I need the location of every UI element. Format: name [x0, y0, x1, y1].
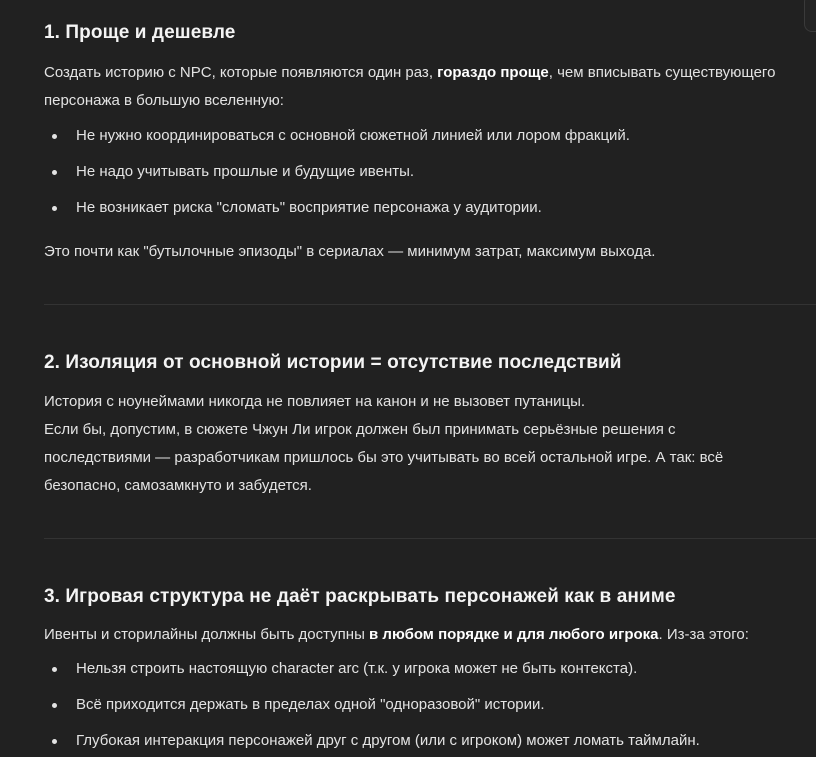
section-2-line-2: Если бы, допустим, в сюжете Чжун Ли игрок должен был принимать серьёзные решения с [44, 421, 676, 438]
scroll-corner-control[interactable] [804, 0, 816, 32]
section-divider [44, 304, 816, 305]
bullet-dot-icon [52, 134, 57, 139]
section-1-outro: Это почти как "бутылочные эпизоды" в сериалах — минимум затрат, максимум выхода. [44, 243, 656, 260]
section-1-intro-line2: персонажа в большую вселенную: [44, 92, 284, 109]
section-divider [44, 538, 816, 539]
section-2-line-1: История с ноунеймами никогда не повлияет на канон и не вызовет путаницы. [44, 393, 586, 410]
bullet-dot-icon [52, 739, 57, 744]
list-item: Нельзя строить настоящую character arc (т.к. у игрока может не быть контекста). [44, 655, 700, 683]
section-2-line-4: безопасно, самозамкнуто и забудется. [44, 477, 312, 494]
section-2-line-3: последствиями — разработчикам пришлось бы это учитывать во всей остальной игре. А так: всё [44, 449, 724, 466]
section-3-bullet-list [44, 655, 700, 755]
section-1-intro-bold: гораздо проще [437, 64, 549, 81]
section-3-intro: Ивенты и сторилайны должны быть доступны в любом порядке и для любого игрока. Из-за этого: [44, 626, 749, 643]
bullet-dot-icon [52, 206, 57, 211]
bullet-dot-icon [52, 667, 57, 672]
section-1-heading: 1. Проще и дешевле [44, 22, 236, 43]
section-3-intro-bold: в любом порядке и для любого игрока [369, 626, 659, 643]
section-3-heading: 3. Игровая структура не даёт раскрывать персонажей как в аниме [44, 586, 676, 607]
section-2-heading: 2. Изоляция от основной истории = отсутствие последствий [44, 352, 622, 373]
list-item: Глубокая интеракция персонажей друг с другом (или с игроком) может ломать таймлайн. [44, 727, 700, 755]
bullet-dot-icon [52, 703, 57, 708]
list-item: Не возникает риска "сломать" восприятие персонажа у аудитории. [44, 194, 630, 222]
section-1-intro: Создать историю с NPC, которые появляются один раз, гораздо проще, чем вписывать существующего [44, 64, 776, 81]
list-item: Не надо учитывать прошлые и будущие ивенты. [44, 158, 630, 186]
section-1-bullet-list [44, 122, 630, 222]
list-item: Не нужно координироваться с основной сюжетной линией или лором фракций. [44, 122, 630, 150]
bullet-dot-icon [52, 170, 57, 175]
list-item: Всё приходится держать в пределах одной "одноразовой" истории. [44, 691, 700, 719]
